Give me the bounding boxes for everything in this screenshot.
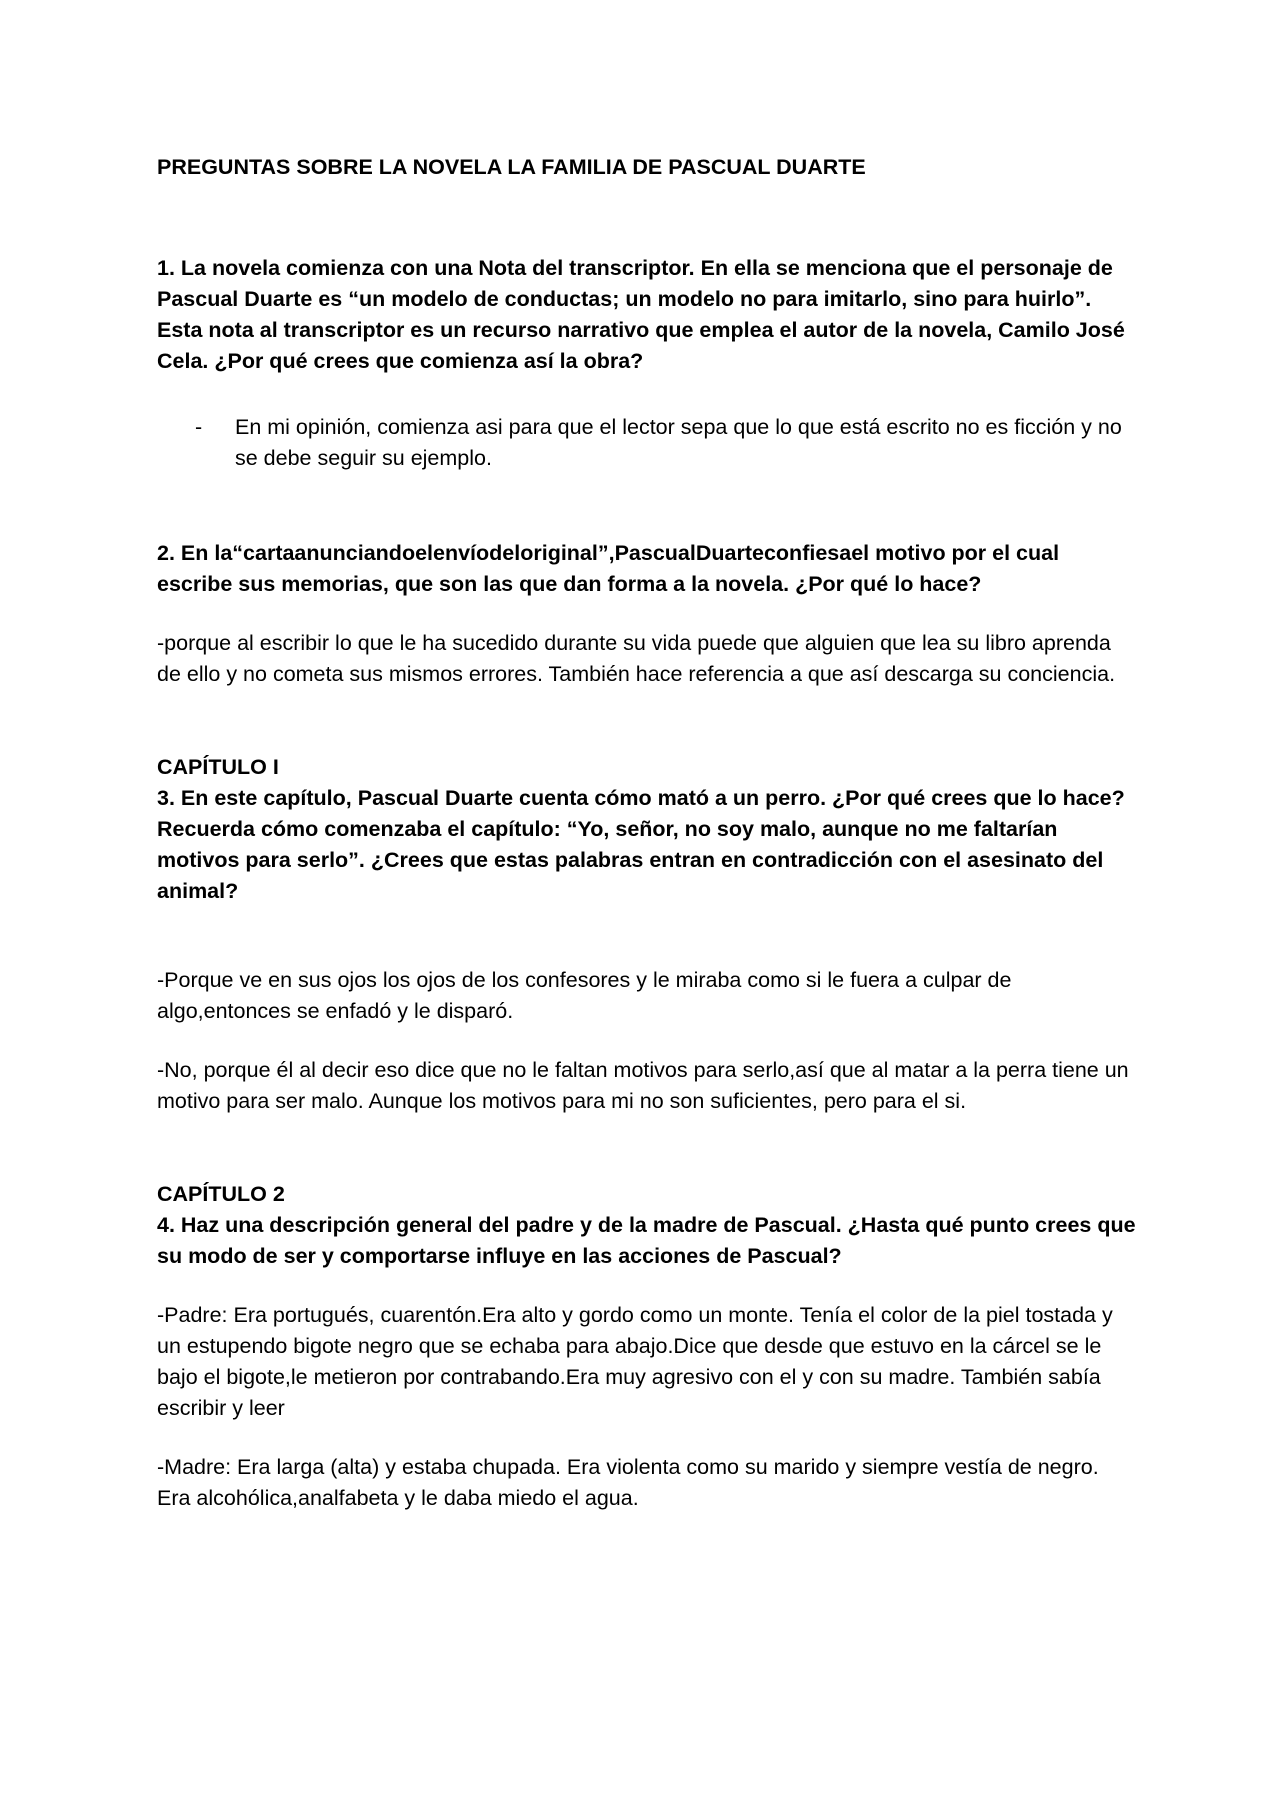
answer-3b: -No, porque él al decir eso dice que no le faltan motivos para serlo,así que al matar a la perra tiene un motivo para ser malo. Aunque los motivos para mi no son suficientes, pero para el si. — [157, 1058, 1129, 1113]
answer-4-mother: -Madre: Era larga (alta) y estaba chupada. Era violenta como su marido y siempre vestía de negro. Era alcohólica,analfabeta y le daba miedo el agua. — [157, 1455, 1099, 1510]
answer-3a: -Porque ve en sus ojos los ojos de los confesores y le miraba como si le fuera a culpar de algo,entonces se enfadó y le disparó. — [157, 968, 1012, 1023]
question-3: 3. En este capítulo, Pascual Duarte cuenta cómo mató a un perro. ¿Por qué crees que lo hace? Recuerda cómo comenzaba el capítulo: “Yo, señor, no soy malo, aunque no me faltarían motivos para serlo”. ¿Crees que estas palabras entran en contradicción con el asesinato del animal? — [157, 786, 1125, 903]
answer-1 — [157, 412, 1137, 474]
question-1: 1. La novela comienza con una Nota del transcriptor. En ella se menciona que el personaje de Pascual Duarte es “un modelo de conductas; un modelo no para imitarlo, sino para huirlo”. Esta nota al transcriptor es un recurso narrativo que emplea el autor de la novela, Camilo José Cela. ¿Por qué crees que comienza así la obra? — [157, 256, 1125, 373]
answer-1-text: En mi opinión, comienza asi para que el lector sepa que lo que está escrito no es ficción y no se debe seguir su ejemplo. — [235, 415, 1122, 470]
question-2: 2. En la“cartaanunciandoelenvíodeloriginal”,PascualDuarteconfiesael motivo por el cual escribe sus memorias, que son las que dan forma a la novela. ¿Por qué lo hace? — [157, 541, 1060, 596]
question-4: 4. Haz una descripción general del padre y de la madre de Pascual. ¿Hasta qué punto crees que su modo de ser y comportarse influye en las acciones de Pascual? — [157, 1213, 1136, 1268]
chapter-2-heading: CAPÍTULO 2 — [157, 1182, 285, 1206]
answer-4-father: -Padre: Era portugués, cuarentón.Era alto y gordo como un monte. Tenía el color de la piel tostada y un estupendo bigote negro que se echaba para abajo.Dice que desde que estuvo en la cárcel se le bajo el bigote,le metieron por contrabando.Era muy agresivo con el y con su madre. También sabía escribir y leer — [157, 1303, 1113, 1420]
answer-2: -porque al escribir lo que le ha sucedido durante su vida puede que alguien que lea su libro aprenda de ello y no cometa sus mismos errores. También hace referencia a que así descarga su conciencia. — [157, 631, 1116, 686]
document-body — [157, 152, 1137, 1514]
list-dash: - — [195, 415, 203, 439]
document-title: PREGUNTAS SOBRE LA NOVELA LA FAMILIA DE PASCUAL DUARTE — [157, 155, 866, 179]
chapter-1-heading: CAPÍTULO I — [157, 755, 279, 779]
